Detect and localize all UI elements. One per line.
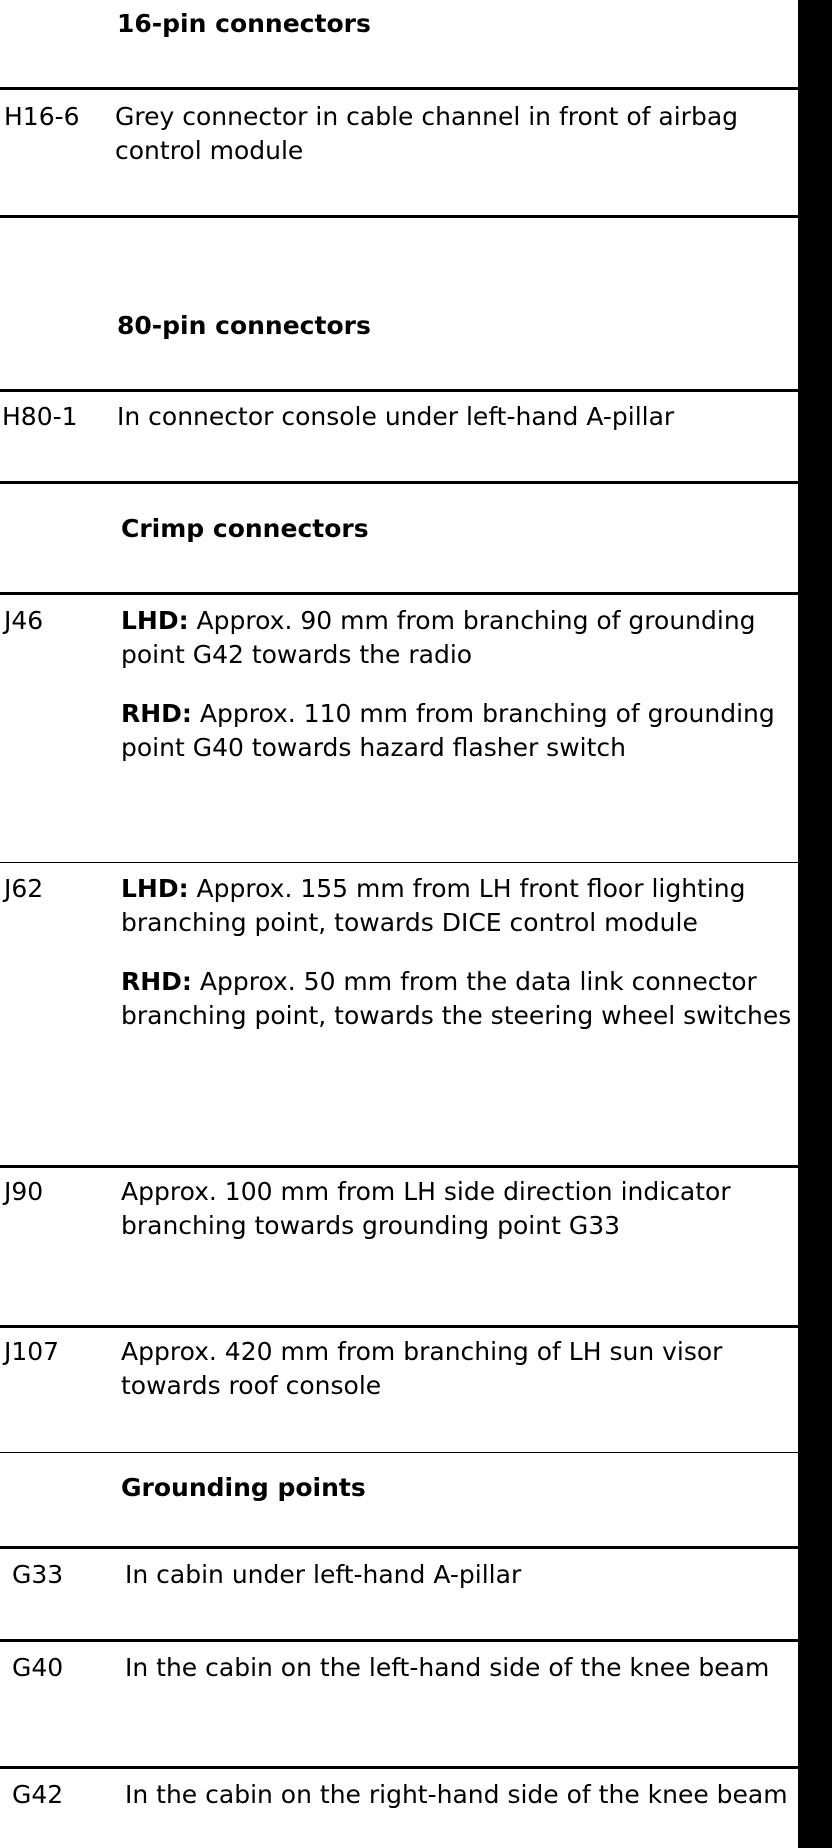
grounding-description-g33: In cabin under left-hand A-pillar [125,1560,522,1589]
lhd-text: Approx. 90 mm from branching of grounding point G42 towards the radio [121,606,756,669]
lhd-note [121,872,801,940]
grounding-code-g33: G33 [12,1560,64,1589]
section-heading-grounding: Grounding points [121,1473,366,1502]
rhd-text: Approx. 50 mm from the data link connector branching point, towards the steering wheel switches [121,967,792,1030]
divider [0,1639,798,1642]
connector-code-h16-6: H16-6 [4,102,80,131]
grounding-description-g42: In the cabin on the right-hand side of the knee beam [125,1780,788,1809]
divider [0,389,798,392]
connector-code-j46: J46 [4,606,44,635]
grounding-code-g42: G42 [12,1780,64,1809]
connector-description-j62 [121,872,801,1033]
connector-code-j107: J107 [4,1337,60,1366]
section-heading-16-pin: 16-pin connectors [117,9,371,38]
connector-description-j90: Approx. 100 mm from LH side direction indicator branching towards grounding point G33 [121,1177,731,1240]
divider [0,1325,798,1328]
divider [0,481,798,484]
lhd-label: LHD: [121,874,189,903]
section-heading-80-pin: 80-pin connectors [117,311,371,340]
connector-code-j90: J90 [4,1177,44,1206]
connector-description-h16-6: Grey connector in cable channel in front of airbag control module [115,102,739,165]
lhd-label: LHD: [121,606,189,635]
grounding-description-g40: In the cabin on the left-hand side of the knee beam [125,1653,770,1682]
divider [0,1766,798,1769]
divider [0,592,798,595]
connector-code-h80-1: H80-1 [2,402,78,431]
divider [0,862,798,863]
rhd-text: Approx. 110 mm from branching of grounding point G40 towards hazard flasher switch [121,699,775,762]
rhd-note [121,697,801,765]
divider [0,87,798,90]
grounding-code-g40: G40 [12,1653,64,1682]
divider [0,1546,798,1549]
connector-description-j46 [121,604,801,765]
section-heading-crimp: Crimp connectors [121,514,369,543]
rhd-note [121,965,801,1033]
rhd-label: RHD: [121,967,192,996]
lhd-note [121,604,801,672]
connector-description-h80-1: In connector console under left-hand A-pillar [117,402,675,431]
divider [0,1165,798,1168]
divider [0,1452,798,1453]
lhd-text: Approx. 155 mm from LH front floor lighting branching point, towards DICE control module [121,874,746,937]
divider [0,215,798,218]
connector-code-j62: J62 [4,874,44,903]
rhd-label: RHD: [121,699,192,728]
connector-description-j107: Approx. 420 mm from branching of LH sun visor towards roof console [121,1337,723,1400]
